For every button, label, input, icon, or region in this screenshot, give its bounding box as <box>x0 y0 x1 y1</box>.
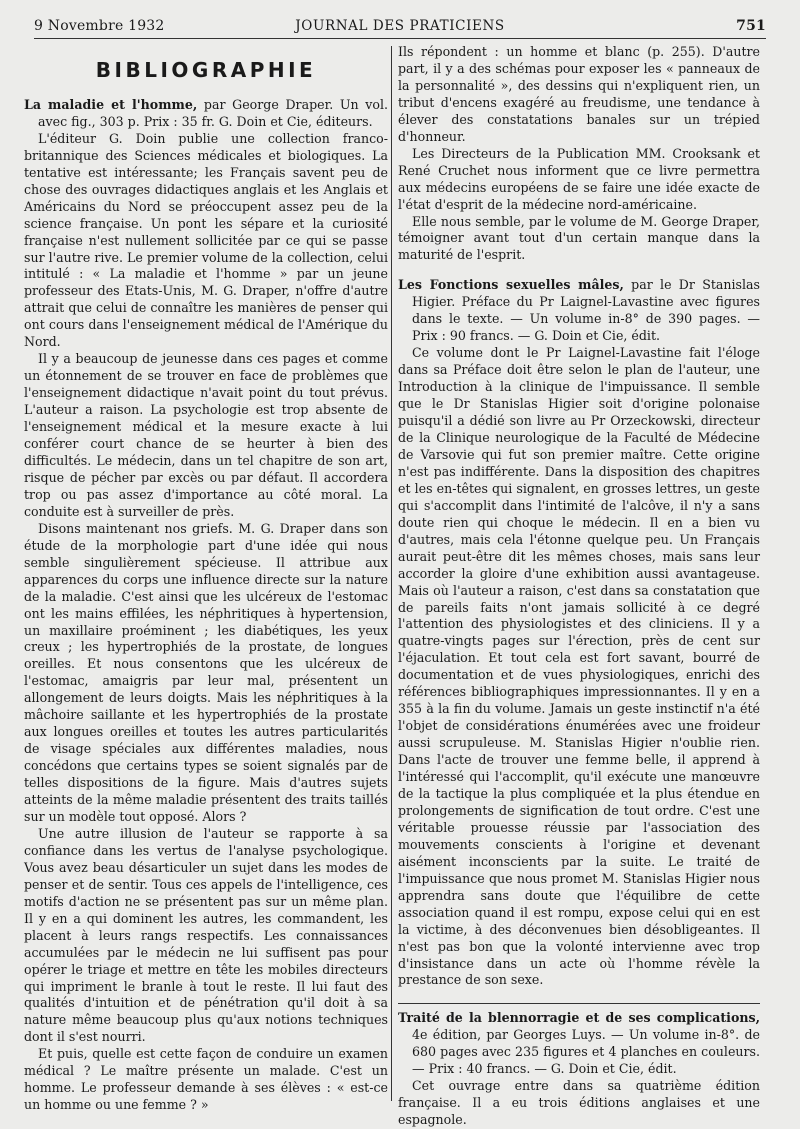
review-paragraph: Cet ouvrage entre dans sa quatrième édition française. Il a eu trois éditions anglaises et une espagnole. <box>398 1078 760 1128</box>
review-paragraph: Et puis, quelle est cette façon de conduire un examen médical ? Le maître présente un malade. C'est un homme. Le professeur demande à ses élèves : « est-ce un homme ou une femme ? » <box>24 1046 388 1113</box>
section-title: BIBLIOGRAPHIE <box>95 58 317 82</box>
header-page-number: 751 <box>736 18 766 34</box>
running-header <box>34 16 766 39</box>
review-paragraph: Ils répondent : un homme et blanc (p. 255). D'autre part, il y a des schémas pour exposer les « panneaux de la personnalité », des dessins qui n'expliquent rien, un tribut d'encens exagéré au freudisme, une tendance à élever des constatations banales sur un trépied d'honneur. <box>398 44 760 144</box>
book-details-higier: par le Dr Stanislas Higier. Préface du Pr Laignel-Lavastine avec figures dans le texte. — Un volume in-8° de 390 pages. — Prix : 90 francs. — G. Doin et Cie, édit. <box>412 277 761 344</box>
column-divider <box>391 46 392 1101</box>
book-details-draper: par George Draper. Un vol. avec fig., 303 p. Prix : 35 fr. G. Doin et Cie, éditeurs. <box>38 96 388 129</box>
book-details-luys: 4e édition, par Georges Luys. — Un volume in-8°. de 680 pages avec 235 figures et 4 planches en couleurs. — Prix : 40 francs. — G. Doin et Cie, édit. <box>412 1027 760 1077</box>
review-paragraph: Une autre illusion de l'auteur se rapporte à sa confiance dans les vertus de l'analyse psychologique. Vous avez beau désarticuler un sujet dans les modes de penser et de sentir. Tous ces appels de l'intelligence, ces motifs d'action ne se présentent pas sur un même plan. Il y en a qui dominent les autres, les commandent, les placent à leurs rangs respectifs. Les connaissances accumulées par le médecin ne lui suffisent pas pour opérer le triage et mettre en tête les mobiles directeurs qui impriment le branle à tout le reste. Il lui faut des qualités d'intuition et de pénétration qu'il doit à sa nature même beaucoup plus qu'aux notions techniques dont il s'est nourri. <box>24 825 388 1045</box>
review-paragraph: Disons maintenant nos griefs. M. G. Draper dans son étude de la morphologie part d'une idée qui nous semble singulièrement spécieuse. Il attribue aux apparences du corps une influence directe sur la nature de la maladie. C'est ainsi que les ulcéreux de l'estomac ont les mains effilées, les néphritiques à hypertension, un maxillaire proéminent ; les diabétiques, les yeux creux ; les hypertrophiés de la prostate, de longues oreilles. Et nous consentons que les ulcéreux de l'estomac, amaigris par leur mal, présentent un allongement de leurs doigts. Mais les néphritiques à la mâchoire saillante et les hypertrophiés de la prostate aux longues oreilles et toutes les autres particularités de visage spéciales aux différentes maladies, nous concédons que certains types se soient signalés par de telles dispositions de la figure. Mais d'autres sujets atteints de la même maladie présentent des traits taillés sur un modèle tout opposé. Alors ? <box>24 520 388 824</box>
review-heading-draper <box>24 97 388 131</box>
review-paragraph: Il y a beaucoup de jeunesse dans ces pages et comme un étonnement de se trouver en face de problèmes que l'enseignement didactique n'avait point du tout prévus. L'auteur a raison. La psychologie est trop absente de l'enseignement médical et la mesure exacte à lui conférer court chance de se heurter à bien des difficultés. Le médecin, dans un tel chapitre de son art, risque de pécher par excès ou par défaut. Il accordera trop ou pas assez d'importance au côté moral. La conduite est à surveiller de près. <box>24 351 388 519</box>
header-date: 9 Novembre 1932 <box>34 18 165 34</box>
book-title-higier: Les Fonctions sexuelles mâles, <box>398 277 624 293</box>
review-paragraph: Elle nous semble, par le volume de M. George Draper, témoigner avant tout d'un certain manque dans la maturité de l'esprit. <box>398 213 760 263</box>
review-paragraph: Ce volume dont le Pr Laignel-Lavastine fait l'éloge dans sa Préface doit être selon le plan de l'auteur, une Introduction à la clinique de l'impuissance. Il semble que le Dr Stanislas Higier soit d'origine polonaise puisqu'il a dédié son livre au Pr Orzeckowski, directeur de la Clinique neurologique de la Faculté de Médecine de Varsovie qui fut son premier maître. Cette origine n'est pas indifférente. Dans la disposition des chapitres et les en-têtes qui signalent, en grosses lettres, un geste qui s'accomplit dans l'intimité de l'alcôve, il n'y a sans doute rien qui choque le médecin. Il en a bien vu d'autres, mais cela l'étonne quelque peu. Un Français aurait peut-être dit les mêmes choses, mais sans leur accorder la gloire d'une exhibition aussi avantageuse. Mais où l'auteur a raison, c'est dans sa constatation que de pareils faits n'ont jamais sollicité à ce degré l'attention des physiologistes et des cliniciens. Il y a quatre-vingts pages sur l'érection, près de cent sur l'éjaculation. Et tout cela est fort savant, bourré de documentation et de vues physiologiques, enrichi des références bibliographiques impressionnantes. Il y en a 355 à la fin du volume. Jamais un geste instinctif n'a été l'objet de considérations énumérées avec une froideur aussi scrupuleuse. M. Stanislas Higier n'oublie rien. Dans l'acte de trouver une femme belle, il apprend à l'intéressé qui l'accomplit, qu'il exécute une manœuvre de la tactique la plus compliquée et la plus étendue en prolongements de signification de tout ordre. C'est une véritable prouesse réussie par l'association des mouvements conscients à l'origine et devenant aisément inconscients par la suite. Le traité de l'impuissance que nous promet M. Stanislas Higier nous apprendra sans doute que l'équilibre de cette association quand il est rompu, expose celui qui en est la victime, à des déconvenues bien désobligeantes. Il n'est pas bon que la volonté intervienne avec trop d'insistance dans un acte où l'homme révèle la prestance de son sexe. <box>398 345 760 988</box>
review-paragraph: L'éditeur G. Doin publie une collection franco-britannique des Sciences médicales et biologiques. La tentative est intéressante; les Français savent peu de chose des ouvrages didactiques anglais et les Anglais et Américains du Nord se préoccupent assez peu de la science française. Un pont les sépare et la curiosité française n'est nullement sollicitée par ce qui se passe sur l'autre rive. Le premier volume de la collection, celui intitulé : « La maladie et l'homme » par un jeune professeur des Etats-Unis, M. G. Draper, n'offre d'autre attrait que celui de connaître les manières de penser qui ont cours dans l'enseignement médical de l'Amérique du Nord. <box>24 130 388 350</box>
review-heading-luys <box>398 1010 760 1078</box>
review-paragraph: Les Directeurs de la Publication MM. Crooksank et René Cruchet nous informent que ce livre permettra aux médecins européens de se faire une idée exacte de l'état d'esprit de la médecine nord-américaine. <box>398 145 760 212</box>
left-column <box>24 44 388 1113</box>
review-heading-higier <box>398 277 760 345</box>
entry-separator <box>398 1003 760 1129</box>
book-title-luys: Traité de la blennorragie et de ses complications, <box>398 1010 760 1026</box>
right-column <box>398 44 761 1128</box>
header-journal-title: JOURNAL DES PRATICIENS <box>295 18 505 34</box>
book-title-draper: La maladie et l'homme, <box>24 96 198 112</box>
